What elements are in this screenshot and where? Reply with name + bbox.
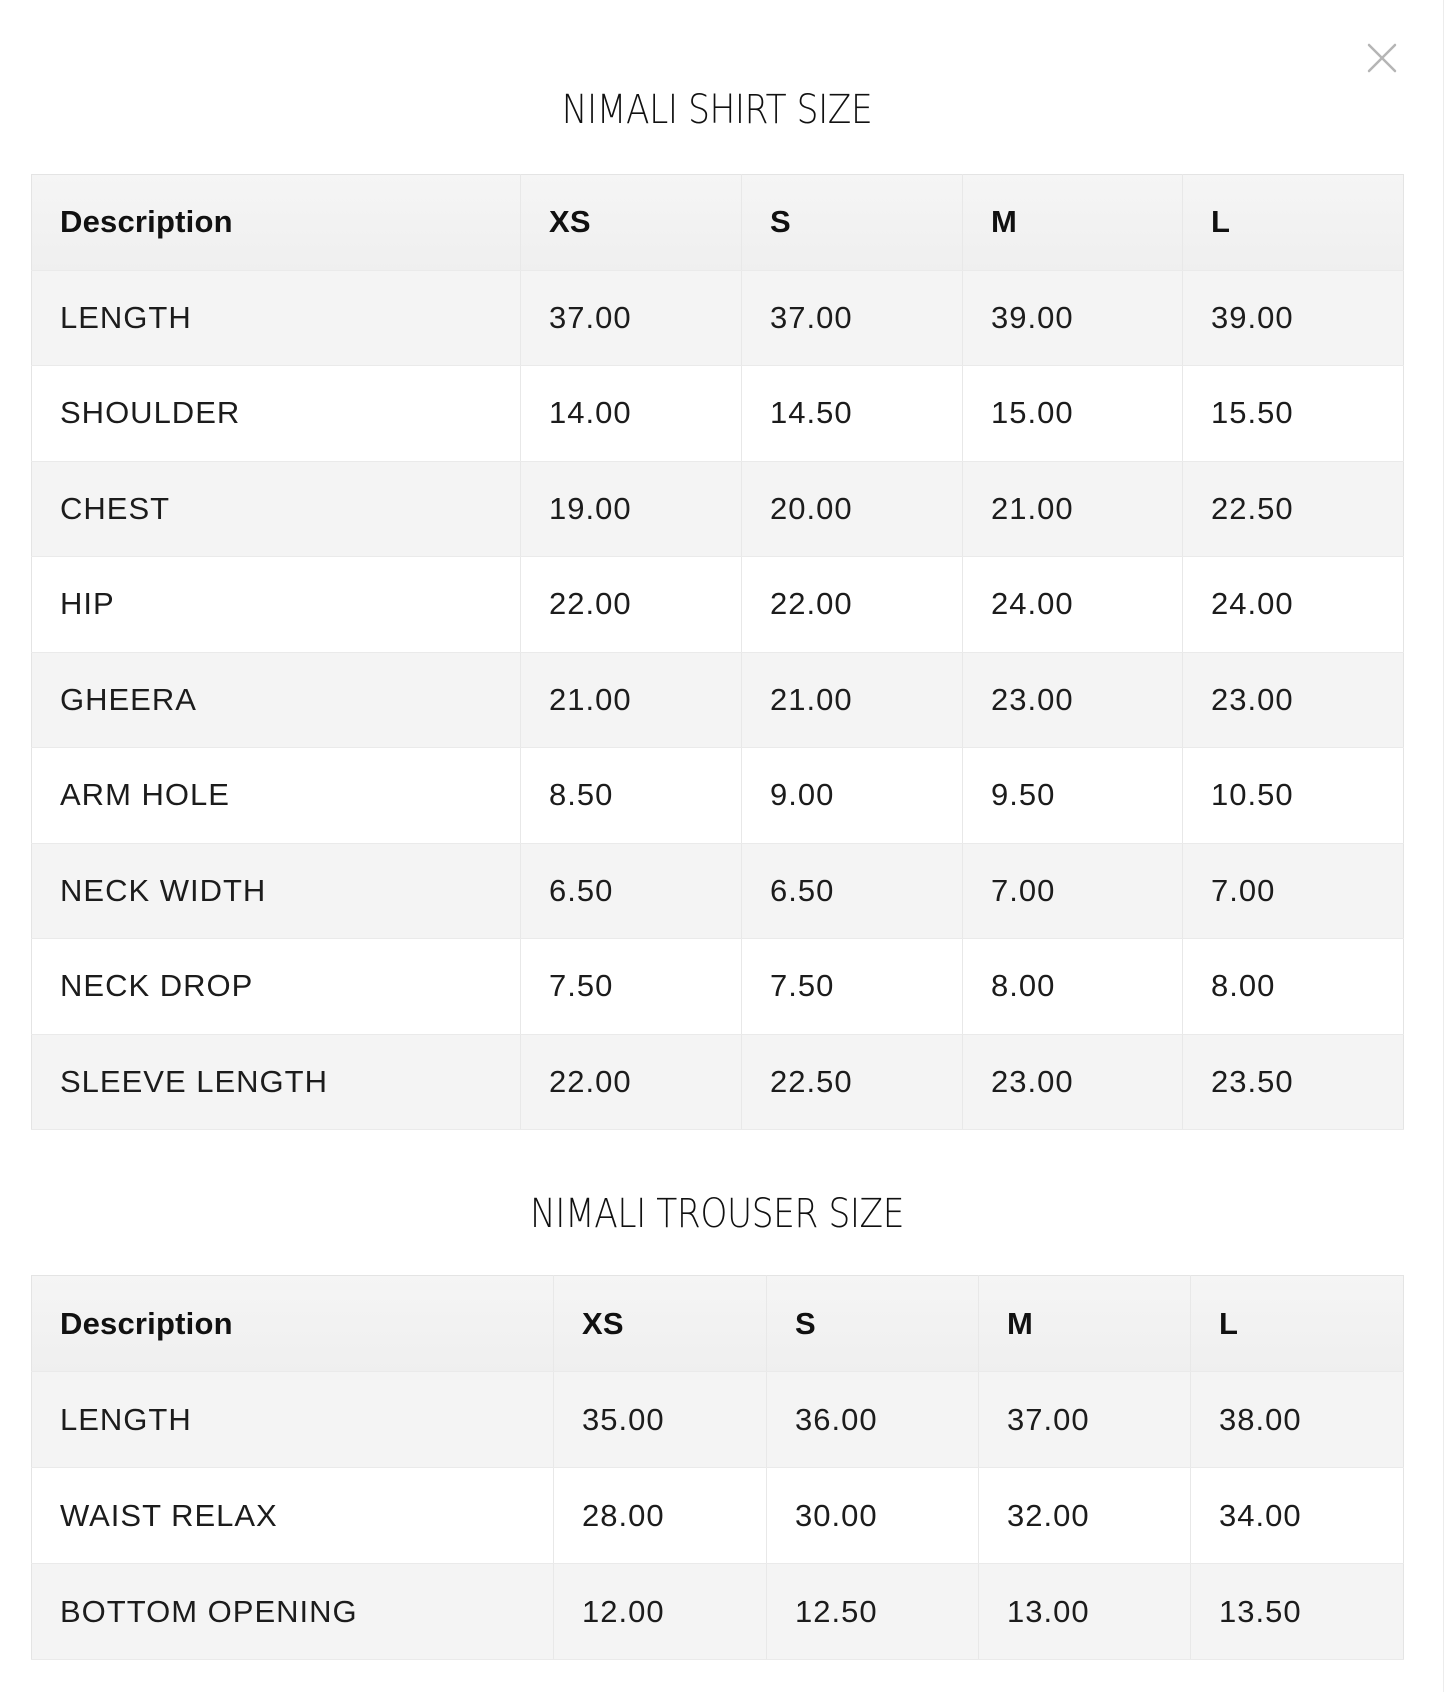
cell-m: 39.00: [963, 270, 1183, 366]
trouser-size-table: [31, 1275, 1404, 1660]
close-button[interactable]: [1366, 42, 1398, 74]
cell-xs: 28.00: [554, 1468, 767, 1564]
row-label: NECK WIDTH: [32, 843, 521, 939]
table-row: [32, 843, 1404, 939]
cell-xs: 12.00: [554, 1564, 767, 1660]
shirt-size-title: NIMALI SHIRT SIZE: [561, 87, 873, 133]
table-row: [32, 748, 1404, 844]
cell-l: 15.50: [1183, 366, 1404, 462]
row-label: NECK DROP: [32, 939, 521, 1035]
cell-xs: 7.50: [521, 939, 742, 1035]
table-row: [32, 939, 1404, 1035]
cell-m: 32.00: [979, 1468, 1191, 1564]
cell-s: 14.50: [742, 366, 963, 462]
row-label: ARM HOLE: [32, 748, 521, 844]
cell-l: 7.00: [1183, 843, 1404, 939]
cell-s: 21.00: [742, 652, 963, 748]
cell-m: 8.00: [963, 939, 1183, 1035]
cell-l: 23.00: [1183, 652, 1404, 748]
cell-l: 38.00: [1191, 1372, 1404, 1468]
row-label: LENGTH: [32, 1372, 554, 1468]
column-header-xs: XS: [521, 175, 742, 271]
cell-xs: 37.00: [521, 270, 742, 366]
row-label: GHEERA: [32, 652, 521, 748]
table-row: [32, 557, 1404, 653]
column-header-l: L: [1191, 1276, 1404, 1372]
close-x-icon: [1366, 42, 1398, 74]
cell-m: 23.00: [963, 1034, 1183, 1130]
cell-xs: 21.00: [521, 652, 742, 748]
table-header-row: [32, 1276, 1404, 1372]
cell-s: 12.50: [767, 1564, 979, 1660]
cell-m: 7.00: [963, 843, 1183, 939]
cell-m: 24.00: [963, 557, 1183, 653]
table-row: [32, 1564, 1404, 1660]
cell-s: 20.00: [742, 461, 963, 557]
cell-s: 36.00: [767, 1372, 979, 1468]
row-label: HIP: [32, 557, 521, 653]
cell-xs: 8.50: [521, 748, 742, 844]
cell-m: 15.00: [963, 366, 1183, 462]
table-row: [32, 652, 1404, 748]
column-header-s: S: [767, 1276, 979, 1372]
table-row: [32, 270, 1404, 366]
column-header-m: M: [979, 1276, 1191, 1372]
row-label: SLEEVE LENGTH: [32, 1034, 521, 1130]
table-row: [32, 1372, 1404, 1468]
cell-s: 37.00: [742, 270, 963, 366]
shirt-size-table: [31, 174, 1404, 1130]
cell-m: 37.00: [979, 1372, 1191, 1468]
table-row: [32, 1468, 1404, 1564]
cell-l: 13.50: [1191, 1564, 1404, 1660]
trouser-size-title: NIMALI TROUSER SIZE: [529, 1191, 905, 1237]
cell-l: 24.00: [1183, 557, 1404, 653]
cell-l: 34.00: [1191, 1468, 1404, 1564]
cell-xs: 14.00: [521, 366, 742, 462]
cell-l: 22.50: [1183, 461, 1404, 557]
cell-l: 39.00: [1183, 270, 1404, 366]
cell-s: 22.00: [742, 557, 963, 653]
column-header-l: L: [1183, 175, 1404, 271]
row-label: LENGTH: [32, 270, 521, 366]
cell-l: 23.50: [1183, 1034, 1404, 1130]
cell-xs: 35.00: [554, 1372, 767, 1468]
cell-s: 9.00: [742, 748, 963, 844]
row-label: CHEST: [32, 461, 521, 557]
table-row: [32, 366, 1404, 462]
cell-s: 30.00: [767, 1468, 979, 1564]
column-header-xs: XS: [554, 1276, 767, 1372]
column-header-m: M: [963, 175, 1183, 271]
cell-xs: 22.00: [521, 1034, 742, 1130]
column-header-s: S: [742, 175, 963, 271]
cell-s: 22.50: [742, 1034, 963, 1130]
cell-m: 9.50: [963, 748, 1183, 844]
cell-s: 7.50: [742, 939, 963, 1035]
table-header-row: [32, 175, 1404, 271]
cell-xs: 22.00: [521, 557, 742, 653]
column-header-description: Description: [32, 175, 521, 271]
cell-xs: 6.50: [521, 843, 742, 939]
table-row: [32, 461, 1404, 557]
cell-l: 8.00: [1183, 939, 1404, 1035]
cell-xs: 19.00: [521, 461, 742, 557]
cell-s: 6.50: [742, 843, 963, 939]
cell-m: 13.00: [979, 1564, 1191, 1660]
table-row: [32, 1034, 1404, 1130]
cell-m: 23.00: [963, 652, 1183, 748]
column-header-description: Description: [32, 1276, 554, 1372]
cell-l: 10.50: [1183, 748, 1404, 844]
row-label: WAIST RELAX: [32, 1468, 554, 1564]
row-label: SHOULDER: [32, 366, 521, 462]
cell-m: 21.00: [963, 461, 1183, 557]
row-label: BOTTOM OPENING: [32, 1564, 554, 1660]
